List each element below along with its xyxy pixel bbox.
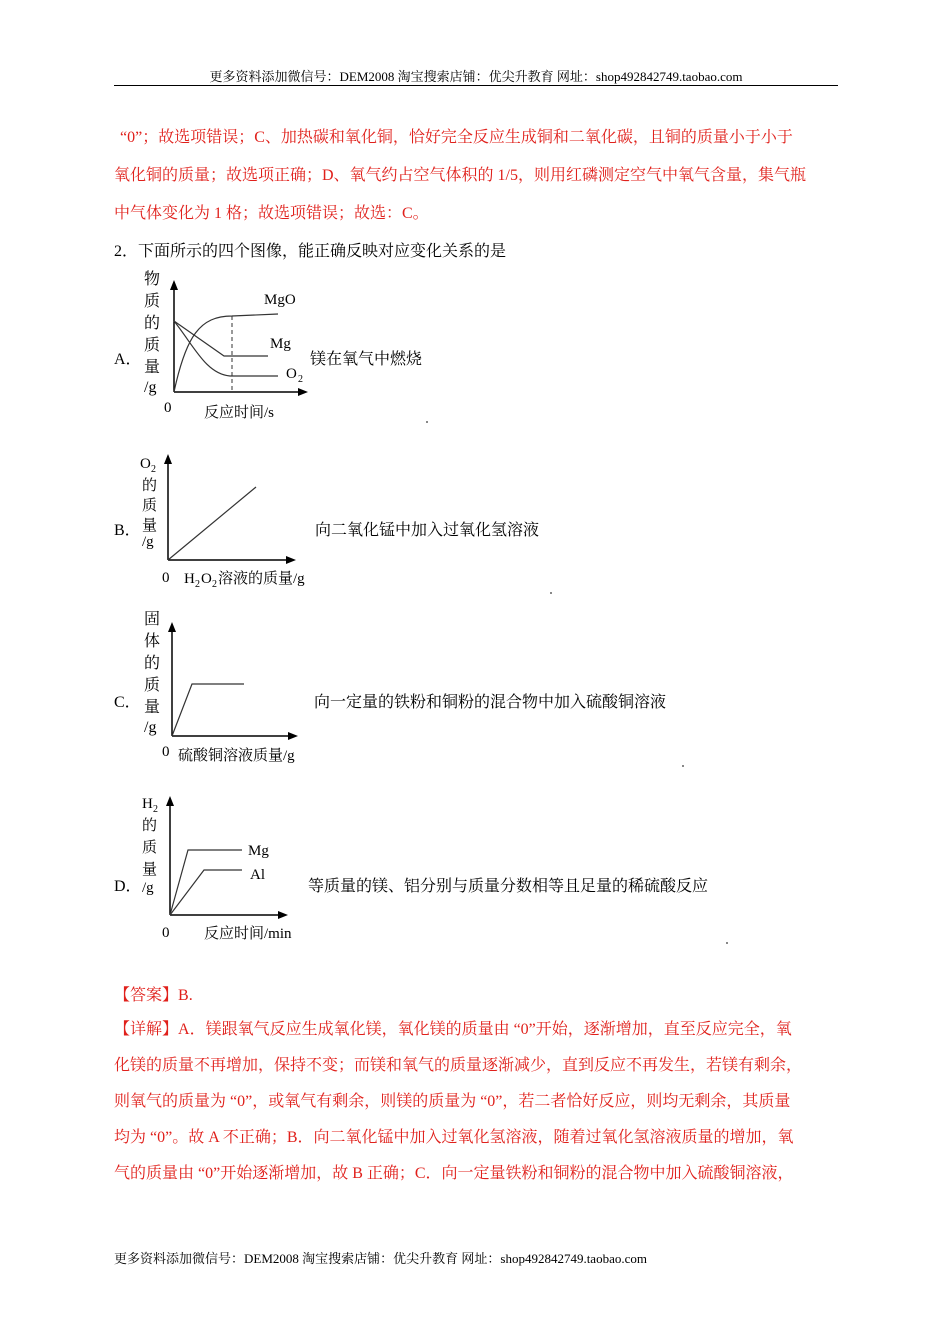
option-a-description: 镁在氧气中燃烧 — [310, 351, 423, 368]
option-d-label: D． — [114, 878, 142, 895]
previous-answer-line: 中气体变化为 1 格；故选项错误；故选：C。 — [114, 205, 429, 222]
graph-d-ylabel-char: 的 — [142, 818, 158, 834]
graph-b-xlabel-h: H — [184, 571, 195, 587]
graph-a-ylabel-char: 量 — [144, 359, 161, 376]
option-d-description: 等质量的镁、铝分别与质量分数相等且足量的稀硫酸反应 — [308, 878, 709, 895]
graph-c-ylabel-char: 质 — [144, 677, 161, 694]
graph-a-y-arrow — [170, 280, 178, 290]
option-b-label: B． — [114, 522, 141, 539]
previous-answer — [114, 124, 844, 234]
graph-b-ylabel-unit: /g — [142, 534, 154, 550]
question-text: 下面所示的四个图像，能正确反映对应变化关系的是 — [138, 243, 507, 260]
graph-b-y-arrow — [164, 454, 172, 464]
graph-b-origin: 0 — [162, 570, 170, 586]
graph-a-ylabel-char: 物 — [144, 271, 161, 288]
explanation-line: 则氧气的质量为 “0”，或氧气有剩余，则镁的质量为 “0”，若二者恰好反应，则均无剩余，其质量 — [114, 1093, 791, 1110]
question-number: 2． — [114, 243, 139, 260]
graph-c-ylabel-char: 体 — [144, 633, 161, 650]
graph-b-xlabel-sub: 2 — [212, 579, 217, 590]
option-c-description: 向一定量的铁粉和铜粉的混合物中加入硫酸铜溶液 — [314, 694, 667, 711]
graph-b-xlabel-rest: 溶液的质量/g — [218, 571, 305, 587]
graph-c-origin: 0 — [162, 744, 170, 760]
page-footer: 更多资料添加微信号：DEM2008 淘宝搜索店铺：优尖升教育 网址：shop492842749.taobao.com — [114, 1251, 647, 1266]
explanation-line — [114, 1016, 792, 1039]
stray-mark — [426, 421, 428, 423]
graph-b-xlabel-o: O — [201, 571, 212, 587]
graph-b-x-arrow — [286, 556, 296, 564]
graph-a-mgo-label: MgO — [264, 292, 296, 308]
graph-d-xlabel: 反应时间/min — [204, 926, 292, 942]
graph-c-xlabel: 硫酸铜溶液质量/g — [178, 748, 295, 764]
stray-mark — [726, 942, 728, 944]
graph-a-ylabel-unit: /g — [144, 379, 157, 396]
graph-d-ylabel-top: H — [142, 796, 153, 812]
graph-b-ylabel-char: 质 — [142, 498, 158, 514]
graph-a-x-arrow — [298, 388, 308, 396]
graph-a-origin: 0 — [164, 400, 172, 416]
graph-c-ylabel-char: 量 — [144, 699, 161, 716]
graph-a-xlabel: 反应时间/s — [204, 405, 275, 421]
graph-c-ylabel-char: 的 — [144, 655, 161, 672]
option-d-graph — [138, 790, 308, 945]
option-b-graph — [138, 450, 318, 595]
explanation-tag: 【详解】 — [114, 1021, 179, 1038]
graph-a-mgo-curve — [174, 314, 278, 392]
graph-d-ylabel-top-subscript: 2 — [153, 804, 158, 815]
graph-d-y-arrow — [166, 796, 174, 806]
graph-a-ylabel-char: 的 — [144, 315, 161, 332]
graph-d-ylabel-char: 质 — [142, 840, 158, 856]
graph-a-o2-subscript: 2 — [298, 374, 303, 385]
graph-d-mg-label: Mg — [248, 843, 269, 859]
graph-b-ylabel-char: 的 — [142, 478, 158, 494]
graph-d-mg-curve — [170, 850, 242, 915]
answer-line — [114, 982, 193, 1005]
explanation-line: 化镁的质量不再增加，保持不变；而镁和氧气的质量逐渐减少，直到反应不再发生，若镁有剩余， — [114, 1057, 803, 1074]
explanation-line: 均为 “0”。故 A 不正确；B．向二氧化锰中加入过氧化氢溶液，随着过氧化氢溶液质量的增加，氧 — [114, 1129, 794, 1146]
graph-c-x-arrow — [288, 732, 298, 740]
graph-c-y-arrow — [168, 622, 176, 632]
graph-a-o2-curve — [174, 321, 278, 376]
option-a-graph — [140, 266, 310, 426]
header-rule — [114, 85, 838, 86]
graph-c-solid-curve — [172, 684, 244, 736]
explanation-line: 气的质量由 “0”开始逐渐增加，故 B 正确；C．向一定量铁粉和铜粉的混合物中加入硫酸铜溶液， — [114, 1165, 794, 1182]
graph-b-ylabel-top-subscript: 2 — [151, 464, 156, 475]
option-c-label: C． — [114, 694, 141, 711]
graph-a-mg-curve — [174, 321, 268, 356]
graph-d-origin: 0 — [162, 925, 170, 941]
explanation-text: A．镁跟氧气反应生成氧化镁，氧化镁的质量由 “0”开始，逐渐增加，直至反应完全，氧 — [178, 1021, 792, 1038]
graph-a-o2-label: O — [286, 366, 297, 382]
graph-c-ylabel-unit: /g — [144, 719, 157, 736]
graph-d-al-label: Al — [250, 867, 265, 883]
option-b-description: 向二氧化锰中加入过氧化氢溶液 — [315, 522, 540, 539]
graph-b-o2-line — [168, 487, 256, 560]
option-c-graph — [140, 606, 320, 768]
graph-a-ylabel-char: 质 — [144, 293, 161, 310]
answer-tag: 【答案】 — [114, 987, 179, 1004]
graph-d-x-arrow — [278, 911, 288, 919]
graph-b-xlabel-sub: 2 — [195, 579, 200, 590]
option-a-label: A． — [114, 351, 142, 368]
graph-d-ylabel-unit: /g — [142, 880, 154, 896]
stray-mark — [682, 765, 684, 767]
graph-d-ylabel-char: 量 — [142, 862, 158, 878]
previous-answer-line: 氧化铜的质量；故选项正确；D、氧气约占空气体积的 1/5，则用红磷测定空气中氧气含量，集气瓶 — [114, 167, 807, 184]
explanation — [114, 1016, 844, 1216]
question-stem — [114, 238, 506, 261]
answer-value: B. — [178, 987, 193, 1004]
graph-b-ylabel-char: 量 — [142, 518, 158, 534]
graph-c-ylabel-char: 固 — [144, 611, 161, 628]
graph-a-ylabel-char: 质 — [144, 337, 161, 354]
stray-mark — [550, 592, 552, 594]
page-header: 更多资料添加微信号：DEM2008 淘宝搜索店铺：优尖升教育 网址：shop492842749.taobao.com — [209, 69, 743, 84]
graph-a-mg-label: Mg — [270, 336, 291, 352]
previous-answer-line: “0”；故选项错误；C、加热碳和氧化铜，恰好完全反应生成铜和二氧化碳，且铜的质量小于小于 — [120, 129, 793, 146]
graph-b-ylabel-top: O — [140, 456, 151, 472]
